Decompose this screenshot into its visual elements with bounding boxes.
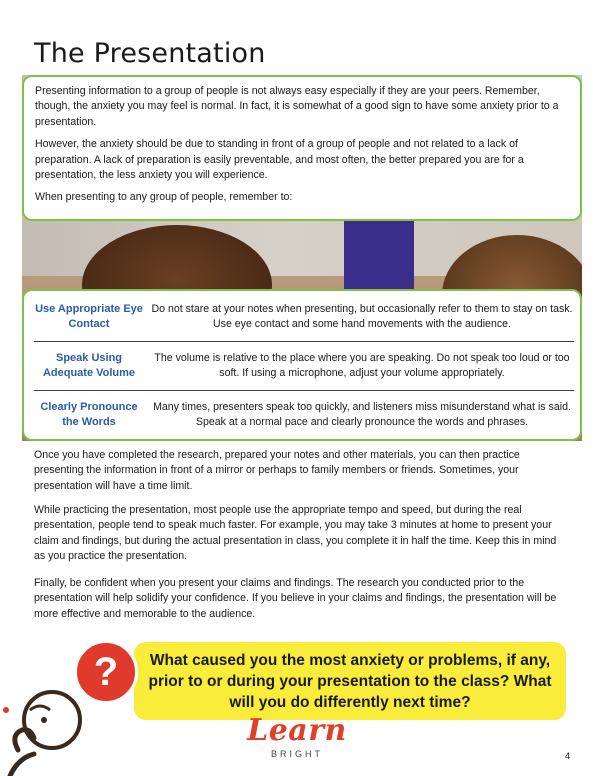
question-text: What caused you the most anxiety or problems, if any, prior to or during your presentation to the class? What will you do differently next time? (148, 651, 552, 711)
body-paragraph-3-block (34, 576, 566, 622)
question-banner (134, 642, 566, 720)
tip-divider (34, 341, 574, 342)
tip-label: Clearly Pronounce the Words (40, 401, 138, 428)
tip-label: Speak Using Adequate Volume (42, 352, 136, 379)
tip-row-volume (34, 345, 574, 387)
tip-row-eye-contact (34, 296, 574, 338)
tip-label: Use Appropriate Eye Contact (35, 303, 143, 330)
learn-bright-logo (242, 714, 352, 772)
tip-text: Many times, presenters speak too quickly, and listeners miss misunderstand what is said. Speak at a normal pace and clearly pronounce the words and phrases. (153, 401, 571, 428)
logo-sub: BRIGHT (270, 749, 323, 759)
question-mark: ? (93, 650, 119, 694)
body-paragraph-3: Finally, be confident when you present your claims and findings. The research you conducted prior to the presentation will help solidify your confidence. If you believe in your claims and findings, the presentation will be more effective and memorable to the audience. (34, 577, 557, 620)
page-number: 4 (565, 751, 571, 761)
page-title: The Presentation (34, 38, 266, 69)
thinking-person-icon (0, 680, 110, 776)
body-paragraph-2: While practicing the presentation, most people use the appropriate tempo and speed, but during the real presentation, people tend to speak much faster. For example, you may take 3 minutes at home to present your claim and findings, but during the actual presentation in class, you complete it in half the time. Keep this in mind as you practice the presentation. (34, 504, 557, 563)
tips-panel (22, 289, 582, 441)
body-paragraph-1-block (34, 448, 566, 494)
intro-paragraph-1: Presenting information to a group of people is not always easy especially if they are your peers. Remember, though, the anxiety you may feel is normal. In fact, it is somewhat of a good sign to have some anxiety prior to a presentation. (35, 85, 559, 128)
intro-paragraph-3: When presenting to any group of people, remember to: (35, 191, 293, 204)
tip-row-pronounce (34, 394, 574, 436)
logo-main: Learn (247, 713, 347, 748)
tip-text: The volume is relative to the place where you are speaking. Do not speak too loud or too soft. If using a microphone, adjust your volume appropriately. (154, 352, 570, 379)
intro-paragraph-2: However, the anxiety should be due to standing in front of a group of people and not related to a lack of preparation. A lack of preparation is easily preventable, and most often, the better prepared you are for a presentation, the less anxiety you will experience. (35, 138, 524, 182)
body-paragraph-1: Once you have completed the research, prepared your notes and other materials, you can then practice presenting the information in front of a mirror or perhaps to family members or friends. Sometimes, your presentation will have a time limit. (34, 449, 520, 492)
body-paragraph-2-block (34, 503, 566, 565)
intro-panel (22, 75, 582, 221)
tip-text: Do not stare at your notes when presenting, but occasionally refer to them to stay on task. Use eye contact and some hand movements with the audience. (151, 303, 573, 330)
tip-divider (34, 390, 574, 391)
